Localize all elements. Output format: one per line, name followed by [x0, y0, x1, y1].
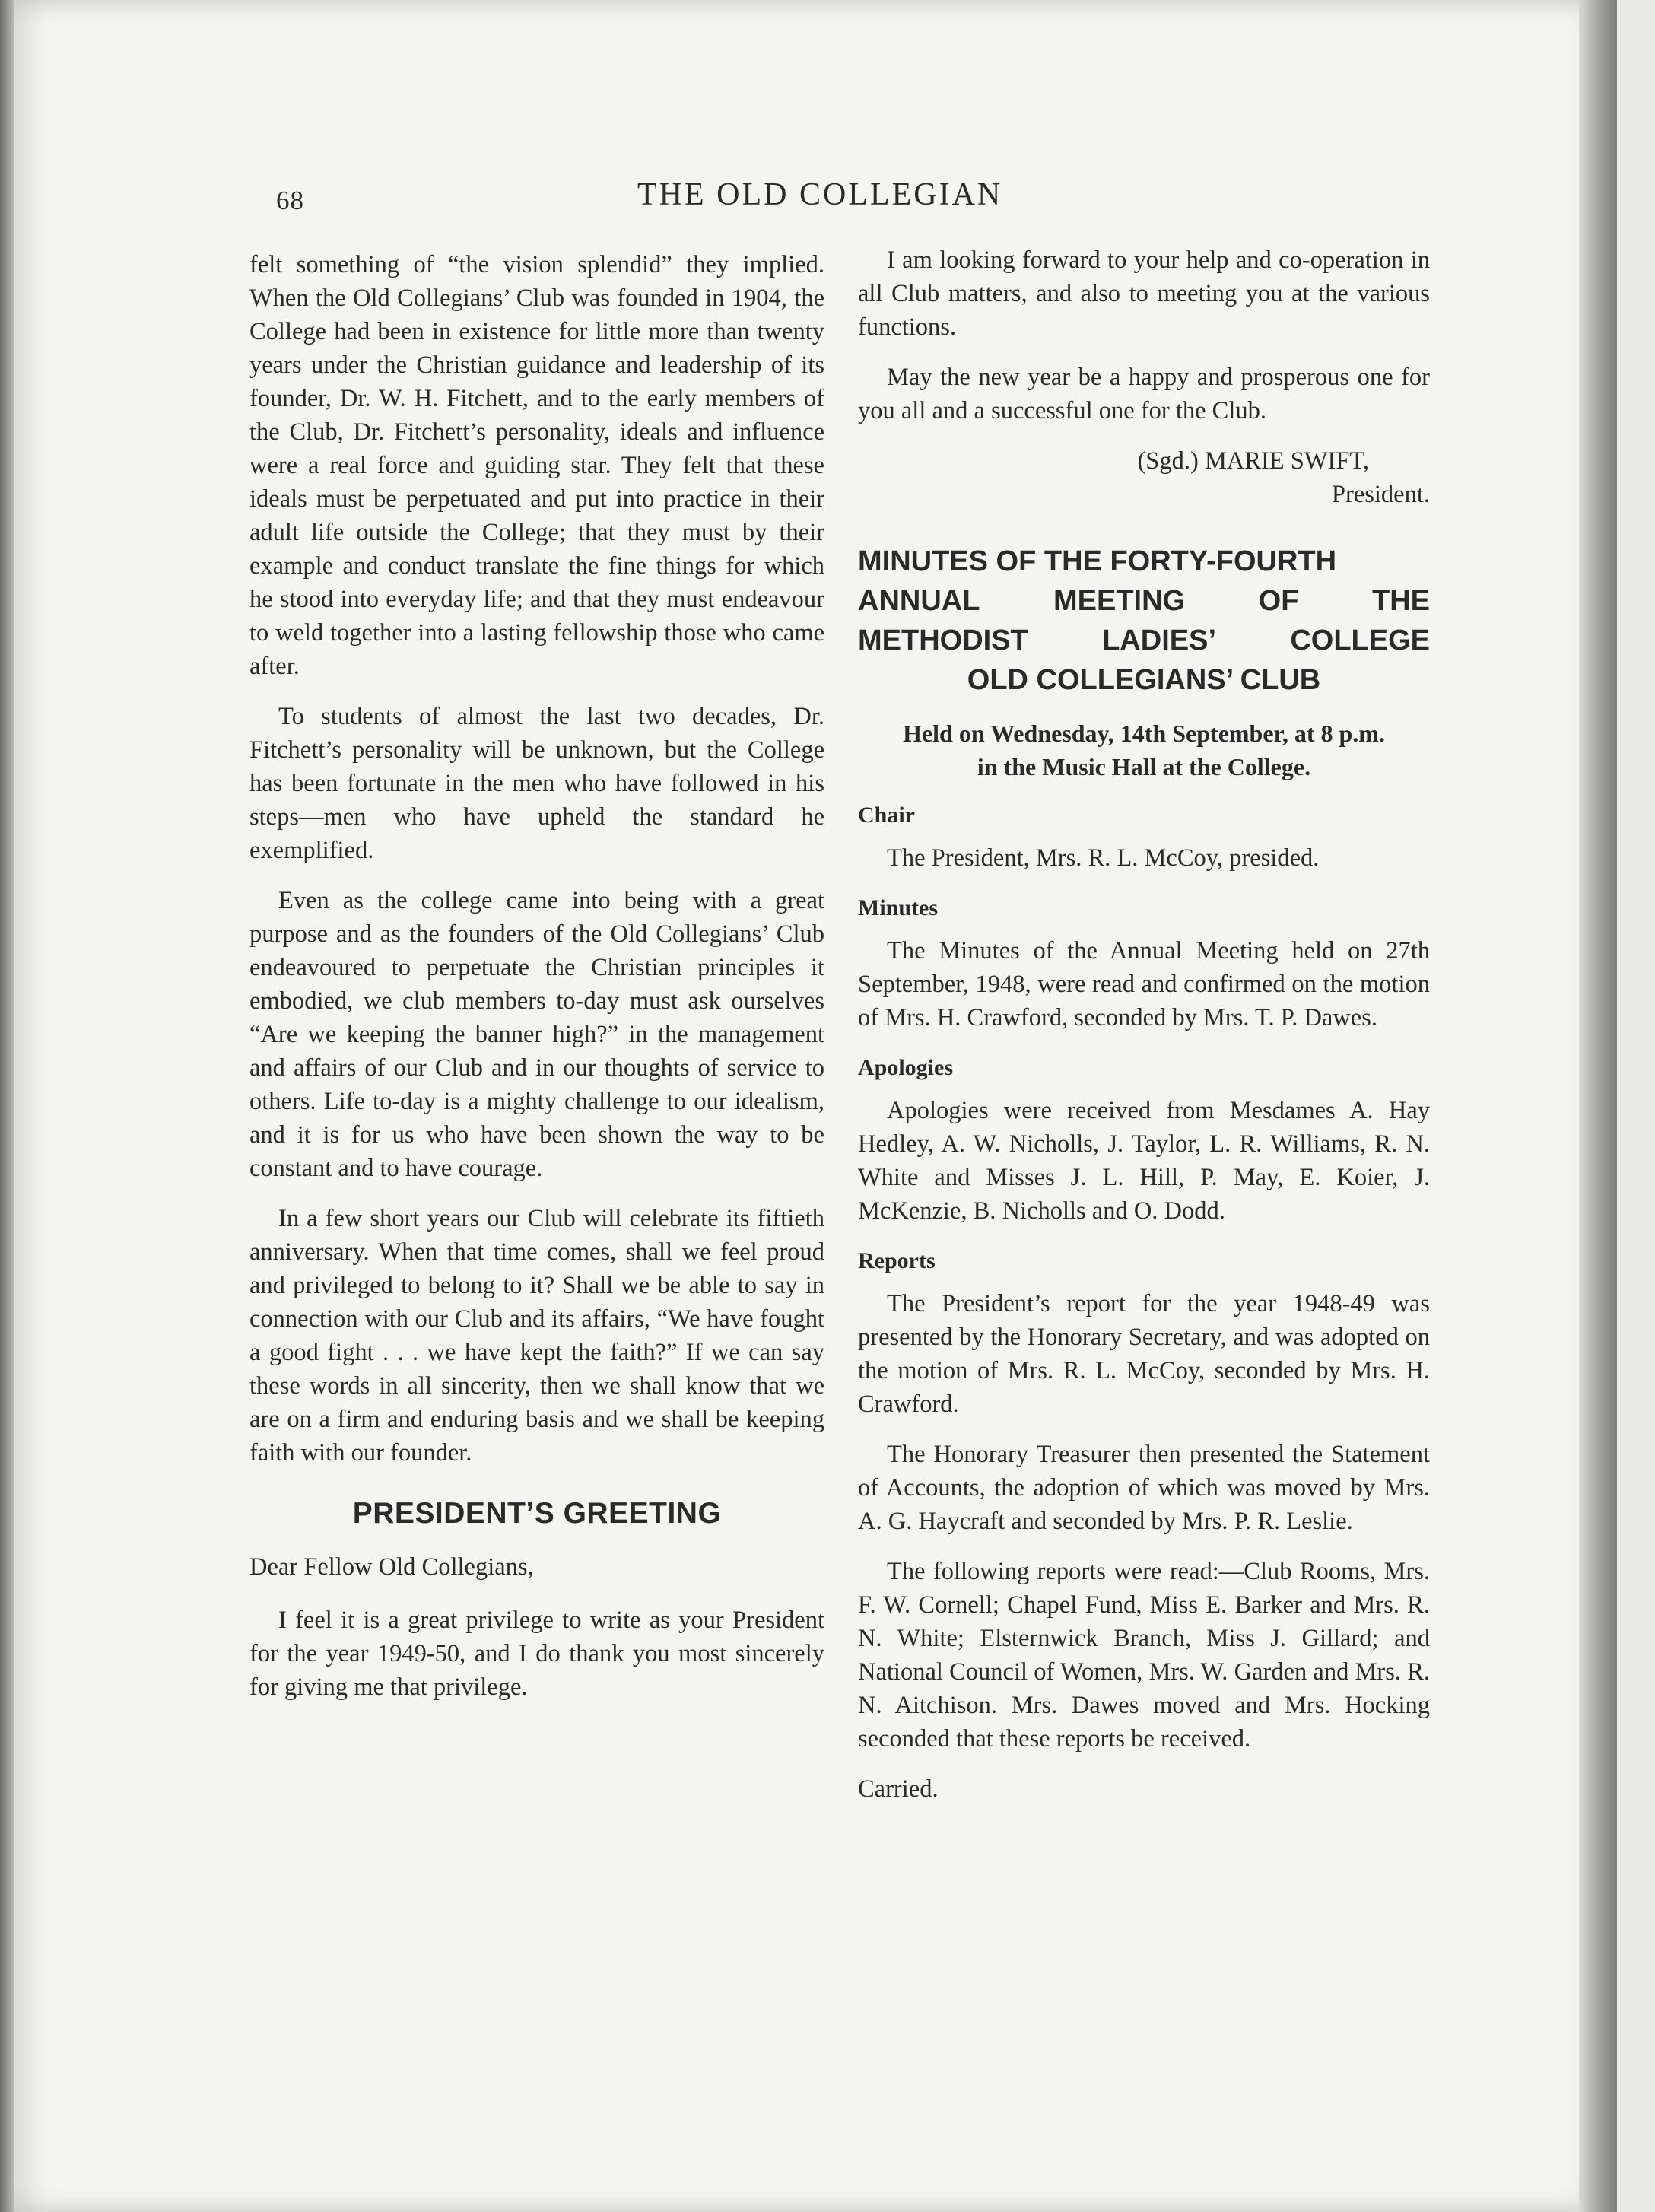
meeting-details: [858, 717, 1430, 783]
book-binding-edge: [0, 0, 14, 2212]
paragraph: May the new year be a happy and prosperous one for you all and a successful one for the Club.: [858, 364, 1430, 424]
paragraph: The following reports were read:—Club Rooms, Mrs. F. W. Cornell; Chapel Fund, Miss E. Barker and Mrs. R. N. White; Elsternwick Branch, Miss J. Gillard; and National Council of Women, Mrs. W. Garden and Mrs. R. N. Aitchison. Mrs. Dawes moved and Mrs. Hocking seconded that these reports be received.: [858, 1558, 1430, 1753]
left-column: [249, 248, 824, 1721]
section-label-minutes: Minutes: [858, 895, 938, 920]
title-word: OLD COLLEGIANS’ CLUB: [967, 664, 1321, 696]
minutes-title-line: [858, 542, 1430, 581]
section-label-reports: Reports: [858, 1248, 936, 1273]
minutes-title-line: [858, 660, 1430, 700]
title-word: MEETING: [1053, 585, 1186, 617]
minutes-title-line: [858, 621, 1430, 660]
page-edge-shadow: [1579, 0, 1617, 2212]
running-title: THE OLD COLLEGIAN: [637, 177, 1003, 212]
meeting-date-time: Held on Wednesday, 14th September, at 8 p.m.: [903, 720, 1385, 747]
minutes-title-line: [858, 581, 1430, 621]
title-word: ANNUAL: [858, 585, 980, 617]
section-label-apologies: Apologies: [858, 1055, 954, 1080]
title-word: METHODIST: [858, 625, 1028, 656]
meeting-location: in the Music Hall at the College.: [977, 753, 1311, 780]
page-number: 68: [276, 186, 304, 215]
title-word: THE: [1371, 585, 1430, 617]
minutes-title: [858, 542, 1430, 700]
paragraph: I am looking forward to your help and co-operation in all Club matters, and also to meeting you at the various functions.: [858, 246, 1430, 341]
title-word: MINUTES OF THE FORTY-FOURTH: [858, 545, 1337, 577]
document-page: [14, 0, 1617, 2212]
right-column: [858, 243, 1430, 1823]
paragraph: The President, Mrs. R. L. McCoy, presided.: [887, 844, 1320, 872]
paragraph: I feel it is a great privilege to write as your President for the year 1949-50, and I do thank you most sincerely for giving me that privilege.: [249, 1607, 824, 1701]
paragraph: Apologies were received from Mesdames A. Hay Hedley, A. W. Nicholls, J. Taylor, L. R. Williams, R. N. White and Misses J. L. Hill, P. May, E. Koier, J. McKenzie, B. Nicholls and O. Dodd.: [858, 1097, 1430, 1225]
title-word: COLLEGE: [1290, 625, 1430, 656]
title-word: OF: [1258, 585, 1299, 617]
signature-role: President.: [1331, 481, 1430, 508]
salutation: Dear Fellow Old Collegians,: [249, 1553, 534, 1581]
paragraph: To students of almost the last two decades, Dr. Fitchett’s personality will be unknown, but the College has been fortunate in the men who have followed in his steps—men who have upheld the standard he exemplified.: [249, 703, 824, 864]
paragraph: The Minutes of the Annual Meeting held on 27th September, 1948, were read and confirmed on the motion of Mrs. H. Crawford, seconded by Mrs. T. P. Dawes.: [858, 937, 1430, 1031]
paragraph: In a few short years our Club will celebrate its fiftieth anniversary. When that time comes, shall we feel proud and privileged to belong to it? Shall we be able to say in connection with our Club and its affairs, “We have fought a good fight . . . we have kept the faith?” If we can say these words in all sincerity, then we shall know that we are on a firm and enduring basis and we shall be keeping faith with our founder.: [249, 1205, 824, 1467]
presidents-greeting-heading: PRESIDENT’S GREETING: [352, 1497, 722, 1530]
signature: (Sgd.) MARIE SWIFT,: [1137, 447, 1369, 475]
paragraph: Even as the college came into being with a great purpose and as the founders of the Old Collegians’ Club endeavoured to perpetuate the Christian principles it embodied, we club members to-day must ask ourselves “Are we keeping the banner high?” in the management and affairs of our Club and in our thoughts of service to others. Life to-day is a mighty challenge to our idealism, and it is for us who have been shown the way to be constant and to have courage.: [249, 887, 824, 1182]
paragraph: The Honorary Treasurer then presented the Statement of Accounts, the adoption of which was moved by Mrs. A. G. Haycraft and seconded by Mrs. P. R. Leslie.: [858, 1441, 1430, 1535]
paragraph: The President’s report for the year 1948-49 was presented by the Honorary Secretary, and was adopted on the motion of Mrs. R. L. McCoy, seconded by Mrs. H. Crawford.: [858, 1290, 1430, 1418]
section-label-chair: Chair: [858, 802, 915, 828]
carried-note: Carried.: [858, 1775, 939, 1803]
title-word: LADIES’: [1102, 625, 1216, 656]
paragraph: felt something of “the vision splendid” they implied. When the Old Collegians’ Club was founded in 1904, the College had been in existence for little more than twenty years under the Christian guidance and leadership of its founder, Dr. W. H. Fitchett, and to the early members of the Club, Dr. Fitchett’s personality, ideals and influence were a real force and guiding star. They felt that these ideals must be perpetuated and put into practice in their adult life outside the College; that they must by their example and conduct translate the fine things for which he stood into everyday life; and that they must endeavour to weld together into a lasting fellowship those who came after.: [249, 251, 824, 680]
